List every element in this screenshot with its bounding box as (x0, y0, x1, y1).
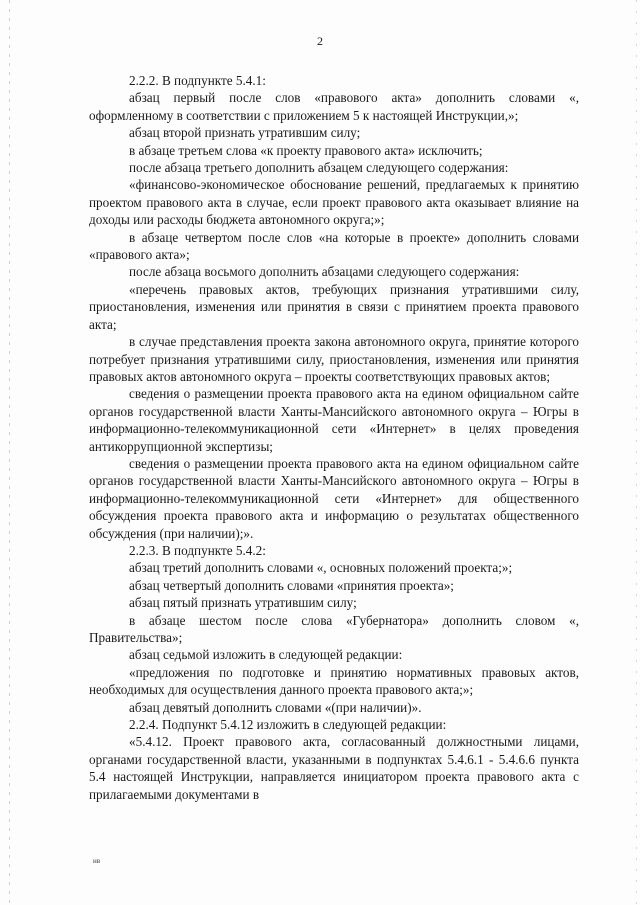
paragraph: абзац девятый дополнить словами «(при наличии)». (129, 699, 422, 715)
paragraph: в абзаце шестом после слова «Губернатора» дополнить словом «, Правительства»; (89, 612, 579, 645)
paragraph: абзац первый после слов «правового акта» дополнить словами «, оформленному в соответствии с приложением 5 к настоящей Инструкции,»; (89, 90, 579, 123)
paragraph: в случае представления проекта закона автономного округа, принятие которого потребует признания утратившими силу, приостановления, изменения или принятия правовых актов автономного округа – проекты соответствующих правовых актов; (89, 334, 579, 384)
paragraph: в абзаце четвертом после слов «на которые в проекте» дополнить словами «правового акта»; (89, 229, 579, 263)
paragraph: абзац четвертый дополнить словами «принятия проекта»; (129, 577, 454, 593)
paragraph: абзац второй признать утратившим силу; (129, 125, 361, 141)
paragraph: «финансово-экономическое обоснование решений, предлагаемых к принятию проектом правового акта в случае, если проект правового акта оказывает влияние на доходы или расходы бюджета автономного округа;»; (89, 177, 579, 228)
paragraph: «перечень правовых актов, требующих признания утратившими силу, приостановления, изменения или принятия в связи с принятием проекта правового акта; (89, 281, 579, 332)
paragraph: «предложения по подготовке и принятию нормативных правовых актов, необходимых для осуществления данного проекта правового акта;»; (89, 664, 579, 698)
scan-edge-right (636, 0, 637, 905)
footer-mark: нв (93, 857, 101, 865)
paragraph: абзац третий дополнить словами «, основных положений проекта;»; (129, 560, 513, 576)
paragraph: 2.2.3. В подпункте 5.4.2: (129, 542, 266, 558)
scan-edge-left (9, 0, 10, 905)
paragraph: 2.2.4. Подпункт 5.4.12 изложить в следующей редакции: (129, 717, 447, 733)
paragraph: в абзаце третьем слова «к проекту правового акта» исключить; (129, 142, 483, 158)
paragraph: «5.4.12. Проект правового акта, согласованный должностными лицами, органами государственной власти, указанными в подпунктах 5.4.6.1 - 5.4.6.6 пункта 5.4 настоящей Инструкции, направляется инициатором проекта правового акта с прилагаемыми документами в (89, 734, 579, 802)
document-body (89, 72, 579, 803)
paragraph: сведения о размещении проекта правового акта на едином официальном сайте органов государственной власти Ханты-Мансийского автономного округа – Югры в информационно-телекоммуникационной сети «Интернет» в целях проведения антикоррупционной экспертизы; (89, 386, 579, 454)
paragraph: абзац пятый признать утратившим силу; (129, 595, 357, 611)
paragraph: абзац седьмой изложить в следующей редакции: (129, 647, 403, 663)
paragraph: сведения о размещении проекта правового акта на едином официальном сайте органов государственной власти Ханты-Мансийского автономного округа – Югры в информационно-телекоммуникационной сети «Интернет» для общественного обсуждения проекта правового акта и информацию о результатах общественного обсуждения (при наличии);». (89, 455, 579, 541)
paragraph: после абзаца восьмого дополнить абзацами следующего содержания: (129, 264, 520, 280)
paragraph: после абзаца третьего дополнить абзацем следующего содержания: (129, 160, 509, 176)
page-number: 2 (317, 34, 323, 48)
paragraph: 2.2.2. В подпункте 5.4.1: (129, 73, 266, 88)
